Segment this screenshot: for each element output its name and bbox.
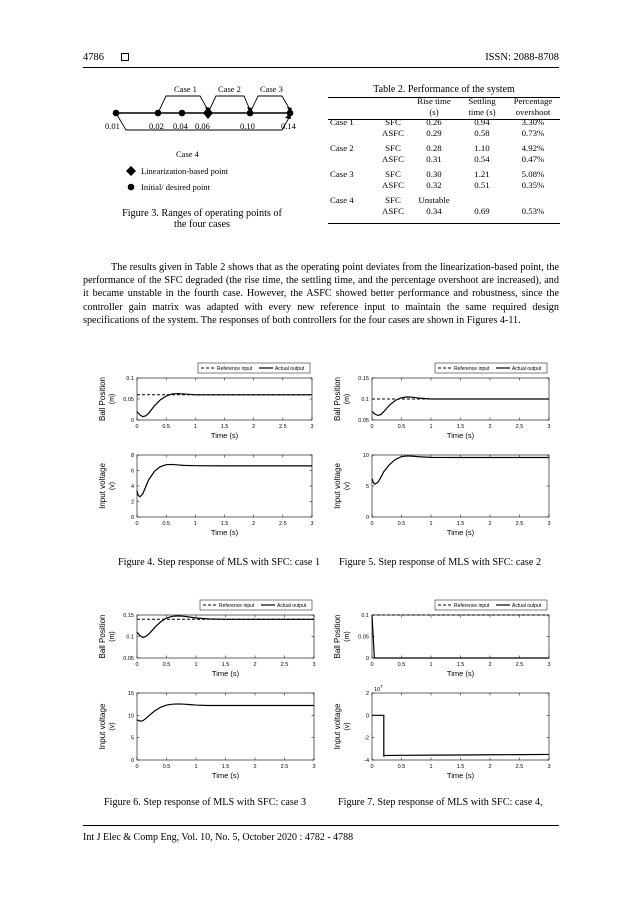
table-cell: 0.28 [426,143,442,153]
y-tick-label: 0.1 [361,613,369,619]
x-tick-label: 1.5 [456,764,465,770]
x-tick-label: 0.5 [397,764,406,770]
y-tick-label: 8 [130,453,134,459]
x-tick-label: 2 [253,764,257,770]
chart-panel-1 [98,363,314,440]
y-tick-label: 15 [127,691,134,697]
table-2-title: Table 2. Performance of the system [373,84,515,95]
x-tick-label: 1.5 [221,764,230,770]
col-settling-l2: time (s) [468,106,496,117]
figure-3-caption-line2: the four cases [173,219,230,230]
y-tick-label: 0.1 [126,634,134,641]
figure-4-caption: Figure 4. Step response of MLS with SFC: case 1 [118,557,321,568]
col-overshoot-l2: overshoot [515,106,551,117]
x-tick-label: 2.5 [515,424,524,430]
table-cell: Case 3 [330,169,354,179]
table-cell: 0.31 [426,153,442,164]
y-tick-label: 0 [130,515,134,521]
col-overshoot-l1: Percentage [513,96,553,106]
legend-initial-desired: Initial/ desired point [141,182,210,192]
y-tick-label: 0.05 [123,397,134,403]
y-tick-label: -4 [364,758,369,764]
x-axis-label: Time (s) [446,431,475,440]
x-tick-label: 0 [135,764,139,770]
x-tick-label: 1 [194,662,198,668]
table-cell: 3.30% [521,117,545,127]
legend-reference-label: Reference input [454,366,490,372]
y-axis-label-line2: (v) [344,481,351,491]
case-3-label: Case 3 [260,84,283,94]
x-tick-label: 2.5 [279,521,287,527]
y-tick-label: -2 [364,735,369,742]
y-tick-label: 2 [130,499,134,506]
x-tick-label: 1 [194,764,198,770]
chart-panel-5 [98,600,316,678]
table-cell: 0.69 [474,205,490,216]
table-cell: 0.29 [426,127,442,138]
plot-frame [372,693,549,760]
x-tick-label: 2 [488,521,492,527]
plot-frame [137,615,314,658]
chart-panel-6 [98,691,316,780]
table-cell: SFC [385,117,401,127]
x-tick-label: 0 [370,424,374,430]
table-cell: 4.92% [521,143,545,153]
x-tick-label: 1 [429,662,433,668]
x-tick-label: 2.5 [515,764,524,770]
x-tick-label: 1 [429,521,433,527]
x-tick-label: 0 [370,662,374,668]
x-axis-label: Time (s) [210,431,239,440]
x-tick-label: 1 [429,424,433,430]
figure-5-caption: Figure 5. Step response of MLS with SFC: case 2 [339,557,542,568]
x-tick-label: 1 [193,424,197,430]
x-tick-label: 3 [312,662,316,668]
x-tick-label: 2.5 [279,424,287,430]
footer-rule [83,825,559,826]
body-paragraph: The results given in Table 2 shows that as the operating point deviates from the linearization-based point, the performance of the SFC degraded (the rise time, the settling time, and the percentage overshoot are increased), and it became unstable in the fourth case. However, the ASFC showed better performance and robustness, since the controller gain matrix was adapted with every new reference input to maintain the same required design specifications of the system. The responses of both controllers for the four cases are shown in Figures 4-11. [83,262,559,326]
x-tick-label: 0.5 [397,662,406,668]
y-tick-label: 0 [365,515,369,521]
table-cell: 0.58 [474,127,490,138]
legend-reference-label: Reference input [219,603,255,609]
x-tick-label: 2 [252,521,256,527]
table-cell: 0.51 [474,179,490,190]
x-tick-label: 0 [135,662,139,668]
table-cell: Unstable [418,195,450,205]
x-tick-label: 2.5 [515,662,524,668]
y-tick-label: 4 [130,484,134,490]
y-axis-label-line2: (v) [109,722,116,731]
y-axis-label-line2: (m) [344,631,351,642]
y-tick-label: 0.05 [123,656,134,662]
footer-citation: Int J Elec & Comp Eng, Vol. 10, No. 5, October 2020 : 4782 - 4788 [83,832,354,843]
tick-0.06: 0.06 [195,121,210,131]
table-cell: Case 2 [330,143,354,153]
col-rise-time-l1: Rise time [417,96,451,106]
x-tick-label: 0 [370,521,374,527]
y-axis-label-line1: Input voltage [98,463,107,509]
chart-panel-2 [98,453,314,537]
x-tick-label: 0.5 [397,424,406,430]
figure-7-caption: Figure 7. Step response of MLS with SFC: case 4, [338,797,543,808]
table-cell: 0.47% [521,153,545,164]
col-settling-l1: Settling [468,96,496,106]
plot-frame [372,615,549,658]
legend-linearization: Linearization-based point [141,166,229,176]
tick-0.10: 0.10 [240,121,255,131]
table-cell: ASFC [381,127,404,138]
y-tick-label: 10 [362,453,369,459]
x-tick-label: 0.5 [162,521,170,527]
legend-reference-label: Reference input [454,603,490,609]
x-axis-label: Time (s) [211,771,240,780]
y-tick-label: 0.05 [358,634,369,641]
x-tick-label: 2.5 [280,764,289,770]
y-axis-label-line1: Ball Position [98,376,107,422]
y-tick-label: 5 [365,484,369,490]
x-axis-label: Time (s) [446,771,475,780]
y-tick-label: 0.15 [358,376,369,382]
x-tick-label: 0.5 [162,424,170,430]
case-1-label: Case 1 [174,84,197,94]
x-tick-label: 3 [547,424,551,430]
x-tick-label: 2.5 [280,662,289,668]
x-tick-label: 1.5 [220,521,229,527]
legend-reference-label: Reference input [217,366,253,372]
table-cell: SFC [385,195,401,205]
y-axis-label-line1: Input voltage [98,703,107,750]
legend-actual-label: Actual output [512,603,542,609]
y-tick-label: 5 [130,735,134,742]
x-tick-label: 0 [135,424,139,430]
x-tick-label: 2.5 [515,521,524,527]
x-tick-label: 3 [312,764,316,770]
x-tick-label: 1.5 [456,662,465,668]
y-tick-label: 0 [365,713,369,720]
y-axis-label-line1: Input voltage [333,463,342,509]
figure-6-caption: Figure 6. Step response of MLS with SFC: case 3 [104,797,307,808]
table-cell: 0.73% [521,127,545,138]
x-axis-label: Time (s) [210,528,239,537]
x-axis-label: Time (s) [446,528,475,537]
x-tick-label: 2 [488,662,492,668]
legend-actual-label: Actual output [277,603,307,609]
y-tick-label: 6 [130,468,134,475]
y-tick-label: 0.1 [126,376,134,382]
y-tick-label: 0.1 [361,397,369,403]
table-cell: 0.30 [426,169,442,179]
exponent-label: $10^7$ [374,684,383,693]
y-axis-label-line1: Input voltage [333,703,342,750]
case-4-label: Case 4 [176,149,199,159]
y-axis-label-line1: Ball Position [333,376,342,422]
table-cell: 0.54 [474,153,490,164]
x-tick-label: 1.5 [220,424,229,430]
x-tick-label: 1 [429,764,433,770]
plot-frame [137,455,312,517]
x-tick-label: 0.5 [162,662,171,668]
legend-actual-label: Actual output [512,366,542,372]
x-tick-label: 0.5 [162,764,171,770]
x-tick-label: 3 [547,521,551,527]
x-tick-label: 0 [370,764,374,770]
col-rise-time-l2: (s) [429,106,439,117]
table-cell: Case 1 [330,117,354,127]
x-tick-label: 3 [547,764,551,770]
chart-panel-4 [333,453,551,537]
table-cell: 5.08% [521,169,545,179]
page-number: 4786 [83,52,104,63]
x-axis-label: Time (s) [211,669,240,678]
y-axis-label-line2: (m) [109,631,116,642]
x-tick-label: 0.5 [397,521,406,527]
y-axis-label-line1: Ball Position [98,614,107,659]
x-tick-label: 3 [310,521,314,527]
table-cell: Case 4 [330,195,354,205]
plot-frame [372,455,549,517]
y-axis-label-line1: Ball Position [333,614,342,659]
x-tick-label: 2 [488,764,492,770]
legend-actual-label: Actual output [275,366,305,372]
x-tick-label: 1.5 [221,662,230,668]
x-axis-label: Time (s) [446,669,475,678]
table-cell: 1.10 [474,143,490,153]
tick-0.04: 0.04 [173,121,188,131]
issn-label: ISSN: 2088-8708 [485,52,559,63]
x-tick-label: 1.5 [456,424,465,430]
x-tick-label: 2 [252,424,256,430]
table-cell: 0.34 [426,205,442,216]
y-tick-label: 0 [130,418,134,424]
table-cell: 0.32 [426,179,442,190]
tick-0.02: 0.02 [149,121,164,131]
table-cell: ASFC [381,205,404,216]
y-axis-label-line2: (m) [109,393,116,405]
x-tick-label: 3 [310,424,314,430]
x-tick-label: 3 [547,662,551,668]
chart-panel-3 [333,363,551,440]
y-tick-label: 0.15 [123,613,134,619]
x-tick-label: 0 [135,521,139,527]
table-cell: 1.21 [474,169,490,179]
y-axis-label-line2: (v) [109,481,116,491]
y-tick-label: 10 [127,713,134,720]
table-cell: 0.94 [474,117,490,127]
x-tick-label: 1 [193,521,197,527]
chart-panel-8 [333,684,551,780]
figure-3-caption-line1: Figure 3. Ranges of operating points of [122,208,282,219]
y-tick-label: 2 [365,691,369,697]
table-cell: SFC [385,143,401,153]
plot-frame [137,378,312,420]
table-cell: ASFC [381,153,404,164]
table-cell: 0.35% [521,179,545,190]
y-axis-label-line2: (m) [344,393,351,405]
y-axis-label-line2: (v) [344,722,351,731]
case-2-label: Case 2 [218,84,241,94]
chart-panel-7 [333,600,551,678]
table-cell: SFC [385,169,401,179]
table-cell: 0.53% [521,205,545,216]
table-cell: 0.26 [426,117,442,127]
x-tick-label: 2 [253,662,257,668]
y-tick-label: 0.05 [358,418,369,424]
x-tick-label: 2 [488,424,492,430]
tick-0.01: 0.01 [105,121,120,131]
y-tick-label: 0 [130,758,134,764]
x-tick-label: 1.5 [456,521,465,527]
y-tick-label: 0 [365,656,369,662]
plot-frame [137,693,314,760]
tick-0.14: 0.14 [281,121,296,131]
table-cell: ASFC [381,179,404,190]
